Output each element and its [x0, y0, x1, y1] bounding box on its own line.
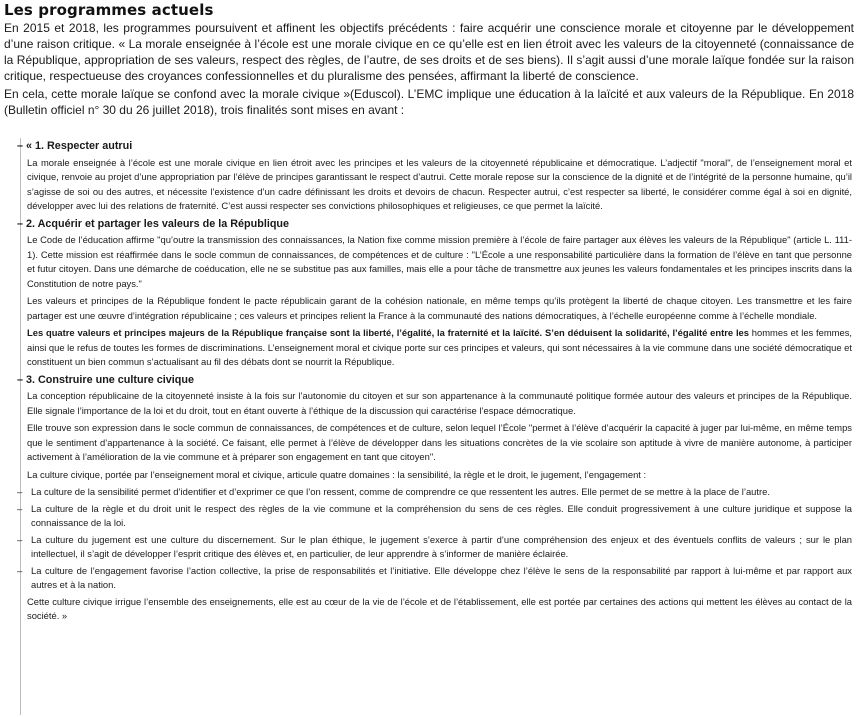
- section-3-paragraph-3: La culture civique, portée par l’enseignement moral et civique, articule quatre domaines : la sensibilité, la règle et le droit, le jugement, l’engagement :: [27, 468, 647, 480]
- section-2-heading: – 2. Acquérir et partager les valeurs de la République: [17, 217, 290, 230]
- section-3-paragraph-2: Elle trouve son expression dans le socle commun de connaissances, de compétences et de culture, selon lequel l’École "permet à l’élève d’acquérir la capacité à juger par lui-même, en même temps que le sentiment d’appartenance à la société. Ce faisant, elle permet à l’élève de développer dans les situations concrètes de la vie scolaire son aptitude à vivre de manière autonome, à participer activement à l’amélioration de la vie commune et à préparer son engagement en tant que citoyen".: [27, 422, 852, 462]
- section-3-heading: – 3. Construire une culture civique: [17, 373, 194, 386]
- list-item: – La culture de la règle et du droit unit le respect des règles de la vie commune et la compréhension du sens de ces règles. Elle conduit progressivement à une culture juridique et suppose la connaissance de la loi.: [17, 502, 852, 531]
- section-1-heading: – « 1. Respecter autrui: [17, 140, 133, 152]
- values-paragraph-rest: hommes et les femmes, ainsi que le refus de toutes les formes de discriminations. L’enseignement moral et civique porte sur ces principes et valeurs, qui sont nécessaires à la vie commune dans une société démocratique et constituent un bien commun s’actualisant au fil des débats dont se nourrit la République.: [27, 327, 852, 367]
- section-2-paragraph-2: Les valeurs et principes de la République fondent le pacte républicain garant de la cohésion nationale, en même temps qu’ils protègent la liberté de chaque citoyen. Les transmettre et les faire partager est une œuvre d’intégration républicaine ; ces valeurs et principes relient la France à la communauté des nations démocratiques, à l’échelle européenne comme à l’échelle mondiale.: [27, 295, 852, 321]
- page-title: Les programmes actuels: [4, 1, 214, 19]
- section-1-paragraph: La morale enseignée à l’école est une morale civique en lien étroit avec les principes et les valeurs de la citoyenneté républicaine et démocratique. L’adjectif "moral", de l’enseignement moral et civique, renvoie au projet d’une appropriation par l’élève de principes garantissant le respect d’autrui. Cette morale repose sur la conscience de la dignité et de l’intégrité de la personne humaine, qu’il s’agisse de soi ou des autres, et nécessite l’existence d’un cadre définissant les droits et devoirs de chacun. Respecter autrui, c’est respecter sa liberté, le considérer comme égal à soi en dignité, développer avec lui des relations de fraternité. C’est aussi respecter ses convictions philosophiques et religieuses, ce que permet la laïcité.: [27, 156, 852, 211]
- list-item: – La culture de l’engagement favorise l’action collective, la prise de responsabilités et l’initiative. Elle développe chez l’élève le sens de la responsabilité par rapport à lui-même et par rapport aux autres et à la nation.: [17, 564, 852, 593]
- domains-list: [27, 485, 852, 593]
- section-2-paragraph-1: Le Code de l’éducation affirme "qu’outre la transmission des connaissances, la Nation fixe comme mission première à l’école de faire partager aux élèves les valeurs de la République" (article L. 111-1). Cette mission est réaffirmée dans le socle commun de connaissances, de compétences et de culture : "L’École a une responsabilité particulière dans la formation de l’élève en tant que personne et futur citoyen. Dans une démarche de coéducation, elle ne se substitue pas aux familles, mais elle a pour tâche de transmettre aux jeunes les valeurs fondamentales et les principes inscrits dans la Constitution de notre pays.": [27, 234, 852, 289]
- list-item: – La culture de la sensibilité permet d’identifier et d’exprimer ce que l’on ressent, comme de comprendre ce que ressentent les autres. Elle permet de se mettre à la place de l’autre.: [17, 485, 852, 500]
- intro-paragraph-2: En cela, cette morale laïque se confond avec la morale civique »(Eduscol). L’EMC implique une éducation à la laïcité et aux valeurs de la République. En 2018 (Bulletin officiel n° 30 du 26 juillet 2018), trois finalités sont mises en avant :: [4, 87, 854, 117]
- intro-text: [4, 20, 854, 120]
- section-3-paragraph-1: La conception républicaine de la citoyenneté insiste à la fois sur l’autonomie du citoyen et sur son appartenance à la communauté politique formée autour des valeurs et principes de la République. Elle signale l’importance de la loi et du droit, tout en étant ouverte à l’éthique de la discussion qui caractérise l’espace démocratique.: [27, 390, 852, 416]
- section-2-paragraph-3: [27, 326, 852, 370]
- section-3-paragraph-4: Cette culture civique irrigue l’ensemble des enseignements, elle est au cœur de la vie de l’école et de l’établissement, elle est portée par certaines des actions qui mettent les élèves au contact de la société. »: [27, 595, 852, 621]
- intro-paragraph-1: En 2015 et 2018, les programmes poursuivent et affinent les objectifs précédents : faire acquérir une conscience morale et citoyenne par le développement d’une raison critique. « La morale enseignée à l’école est une morale civique en ce qu’elle est en lien étroit avec les valeurs de la citoyenneté (connaissance de la République, appropriation de ses valeurs, respect des règles, de l’autre, de ses droits et de ses biens). Il s’agit aussi d’une morale laïque fondée sur la raison critique, respectueuse des croyances confessionnelles et du pluralisme des pensées, affirmant la liberté de conscience.: [4, 21, 854, 83]
- values-emphasis: Les quatre valeurs et principes majeurs de la République française sont la liberté, l’égalité, la fraternité et la laïcité. S’en déduisent la solidarité, l’égalité entre les: [27, 327, 749, 338]
- official-quote-block: [17, 138, 852, 715]
- list-item: – La culture du jugement est une culture du discernement. Sur le plan éthique, le jugement s’exerce à partir d’une compréhension des enjeux et des éventuels conflits de valeurs ; sur le plan intellectuel, il s’agit de développer l’esprit critique des élèves et, en particulier, de leur apprendre à s’informer de manière éclairée.: [17, 533, 852, 562]
